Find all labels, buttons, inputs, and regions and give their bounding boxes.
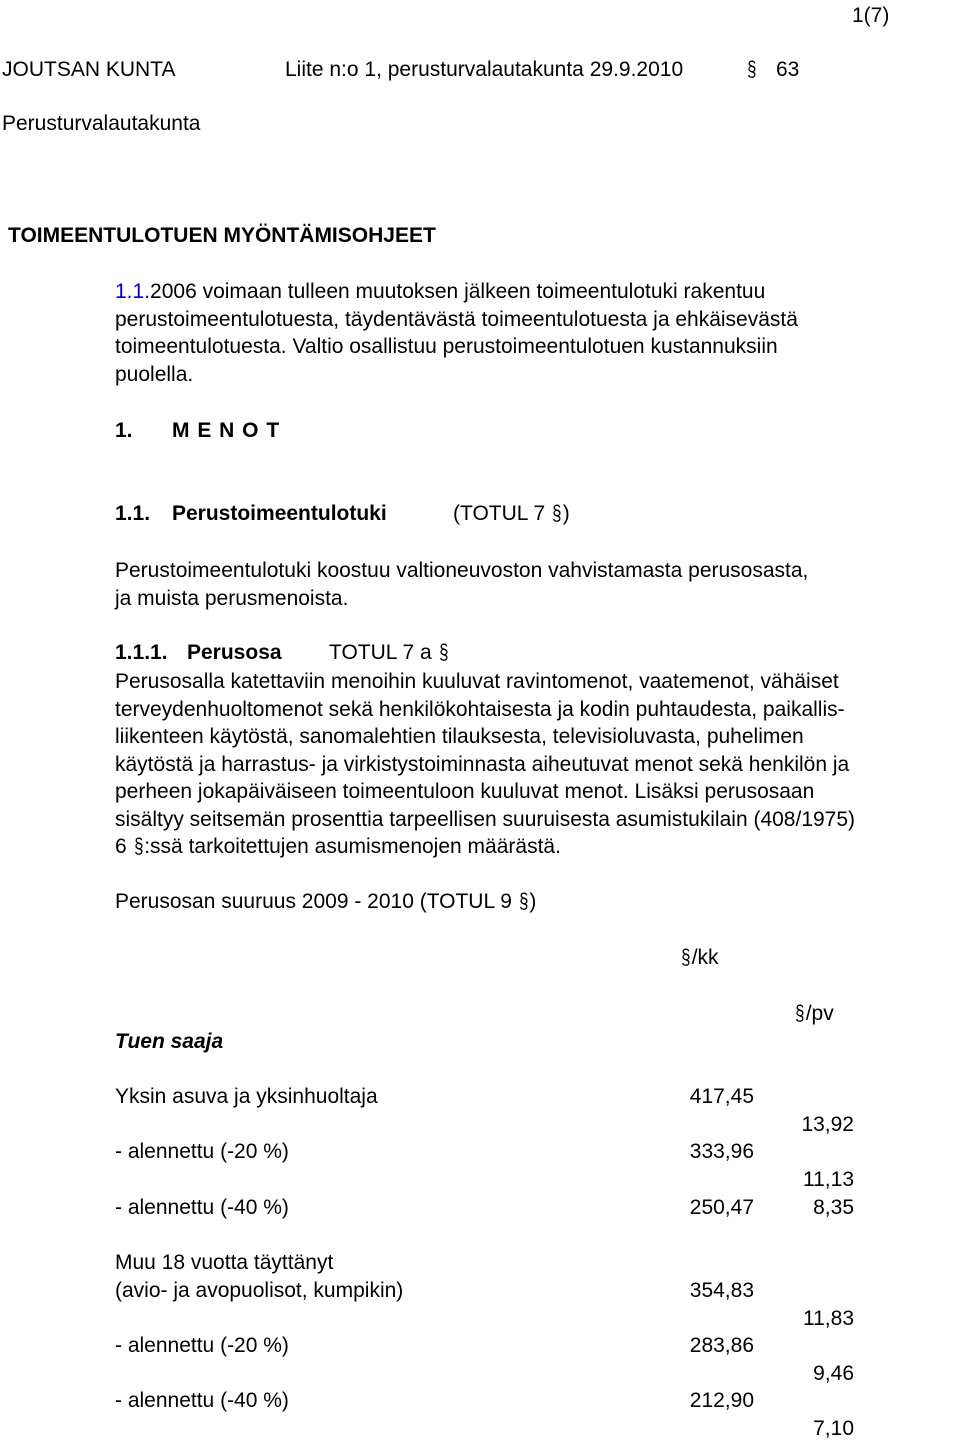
- paragraph-line: 6 §:ssä tarkoitettujen asumismenojen määrästä.: [115, 833, 855, 861]
- intro-line: 2006 voimaan tulleen muutoksen jälkeen toimeentulotuki rakentuu: [150, 280, 766, 303]
- table-row-day-value: 7,10: [813, 1417, 854, 1440]
- table-row-month-value: 333,96: [689, 1140, 754, 1163]
- intro-paragraph: [115, 278, 798, 388]
- paragraph-line: liikenteen käytöstä, sanomalehtien tilauksesta, televisioluvasta, puhelimen: [115, 725, 804, 748]
- euro-sign: §: [795, 1002, 805, 1025]
- table-row-label: Yksin asuva ja yksinhuoltaja: [115, 1085, 378, 1108]
- section-1-1-title: Perustoimeentulotuki: [172, 502, 387, 525]
- table-row-month-value: 212,90: [689, 1389, 754, 1412]
- table-row-day-value: 11,13: [803, 1168, 854, 1191]
- section-symbol: §: [518, 890, 529, 913]
- table-row-month-value: 283,86: [689, 1334, 754, 1357]
- section-1-1-number: 1.1.: [115, 502, 151, 525]
- section-symbol: §: [747, 58, 757, 81]
- section-1-1-1-law-reference: TOTUL 7 a §: [329, 639, 449, 667]
- section-1-1-1-title: Perusosa: [187, 641, 282, 664]
- table-row-day-value: 8,35: [813, 1196, 854, 1219]
- section-symbol: §: [438, 641, 449, 664]
- paragraph-line: ja muista perusmenoista.: [115, 586, 349, 610]
- paragraph-line: käytöstä ja harrastus- ja virkistystoiminnasta aiheutuvat menot sekä henkilön ja: [115, 752, 850, 776]
- intro-line: perustoimeentulotuesta, täydentävästä toimeentulotuesta ja ehkäisevästä: [115, 307, 798, 331]
- section-symbol: §: [552, 502, 562, 525]
- intro-line: toimeentulotuesta. Valtio osallistuu perustoimeentulotuen kustannuksiin: [115, 335, 778, 358]
- column-header-per-month: §/kk: [680, 944, 719, 972]
- page-number: 1(7): [852, 4, 890, 27]
- section-symbol: §: [133, 835, 144, 858]
- board-name: Perusturvalautakunta: [2, 112, 201, 135]
- table-heading: Perusosan suuruus 2009 - 2010 (TOTUL 9 §): [115, 888, 536, 916]
- paragraph-line: Perustoimeentulotuki koostuu valtioneuvoston vahvistamasta perusosasta,: [115, 559, 809, 582]
- table-row-label: - alennettu (-20 %): [115, 1140, 289, 1163]
- table-row-label: - alennettu (-20 %): [115, 1334, 289, 1357]
- section-1-1-1-number: 1.1.1.: [115, 641, 168, 664]
- section-1-1-law-reference: (TOTUL 7 §): [453, 500, 570, 528]
- column-header-recipient: Tuen saaja: [115, 1030, 224, 1053]
- section-1-title: M E N O T: [172, 419, 281, 442]
- intro-line: puolella.: [115, 362, 194, 386]
- table-row-month-value: 354,83: [689, 1279, 754, 1302]
- paragraph-line: sisältyy seitsemän prosenttia tarpeellisen suuruisesta asumistukilain (408/1975): [115, 807, 856, 831]
- table-row-label: - alennettu (-40 %): [115, 1389, 289, 1412]
- table-row-month-value: 250,47: [689, 1196, 754, 1219]
- table-row-day-value: 11,83: [803, 1307, 854, 1330]
- section-1-number: 1.: [115, 419, 133, 442]
- document-title: TOIMEENTULOTUEN MYÖNTÄMISOHJEET: [8, 224, 436, 247]
- table-row-day-value: 13,92: [801, 1113, 854, 1136]
- section-1-1-paragraph: [115, 557, 808, 612]
- paragraph-line: perheen jokapäiväiseen toimeentuloon kuuluvat menot. Lisäksi perusosaan: [115, 780, 815, 803]
- table-row-label: (avio- ja avopuolisot, kumpikin): [115, 1279, 404, 1302]
- paragraph-line: terveydenhuoltomenot sekä henkilökohtaisesta ja kodin puhtaudesta, paikallis-: [115, 697, 845, 721]
- euro-sign: §: [681, 946, 691, 969]
- paragraph-number: 63: [776, 58, 800, 81]
- intro-date-link[interactable]: 1.1.: [115, 280, 151, 303]
- organization-name: JOUTSAN KUNTA: [2, 58, 176, 81]
- column-header-per-day: §/pv: [794, 1000, 834, 1028]
- table-row-label: - alennettu (-40 %): [115, 1196, 289, 1219]
- paragraph-line: Perusosalla katettaviin menoihin kuuluvat ravintomenot, vaatemenot, vähäiset: [115, 670, 839, 693]
- table-row-day-value: 9,46: [813, 1362, 854, 1385]
- table-row-month-value: 417,45: [689, 1085, 754, 1108]
- appendix-reference: Liite n:o 1, perusturvalautakunta 29.9.2010: [285, 58, 684, 81]
- table-row-label: Muu 18 vuotta täyttänyt: [115, 1251, 334, 1274]
- section-1-1-1-paragraph: [115, 668, 855, 861]
